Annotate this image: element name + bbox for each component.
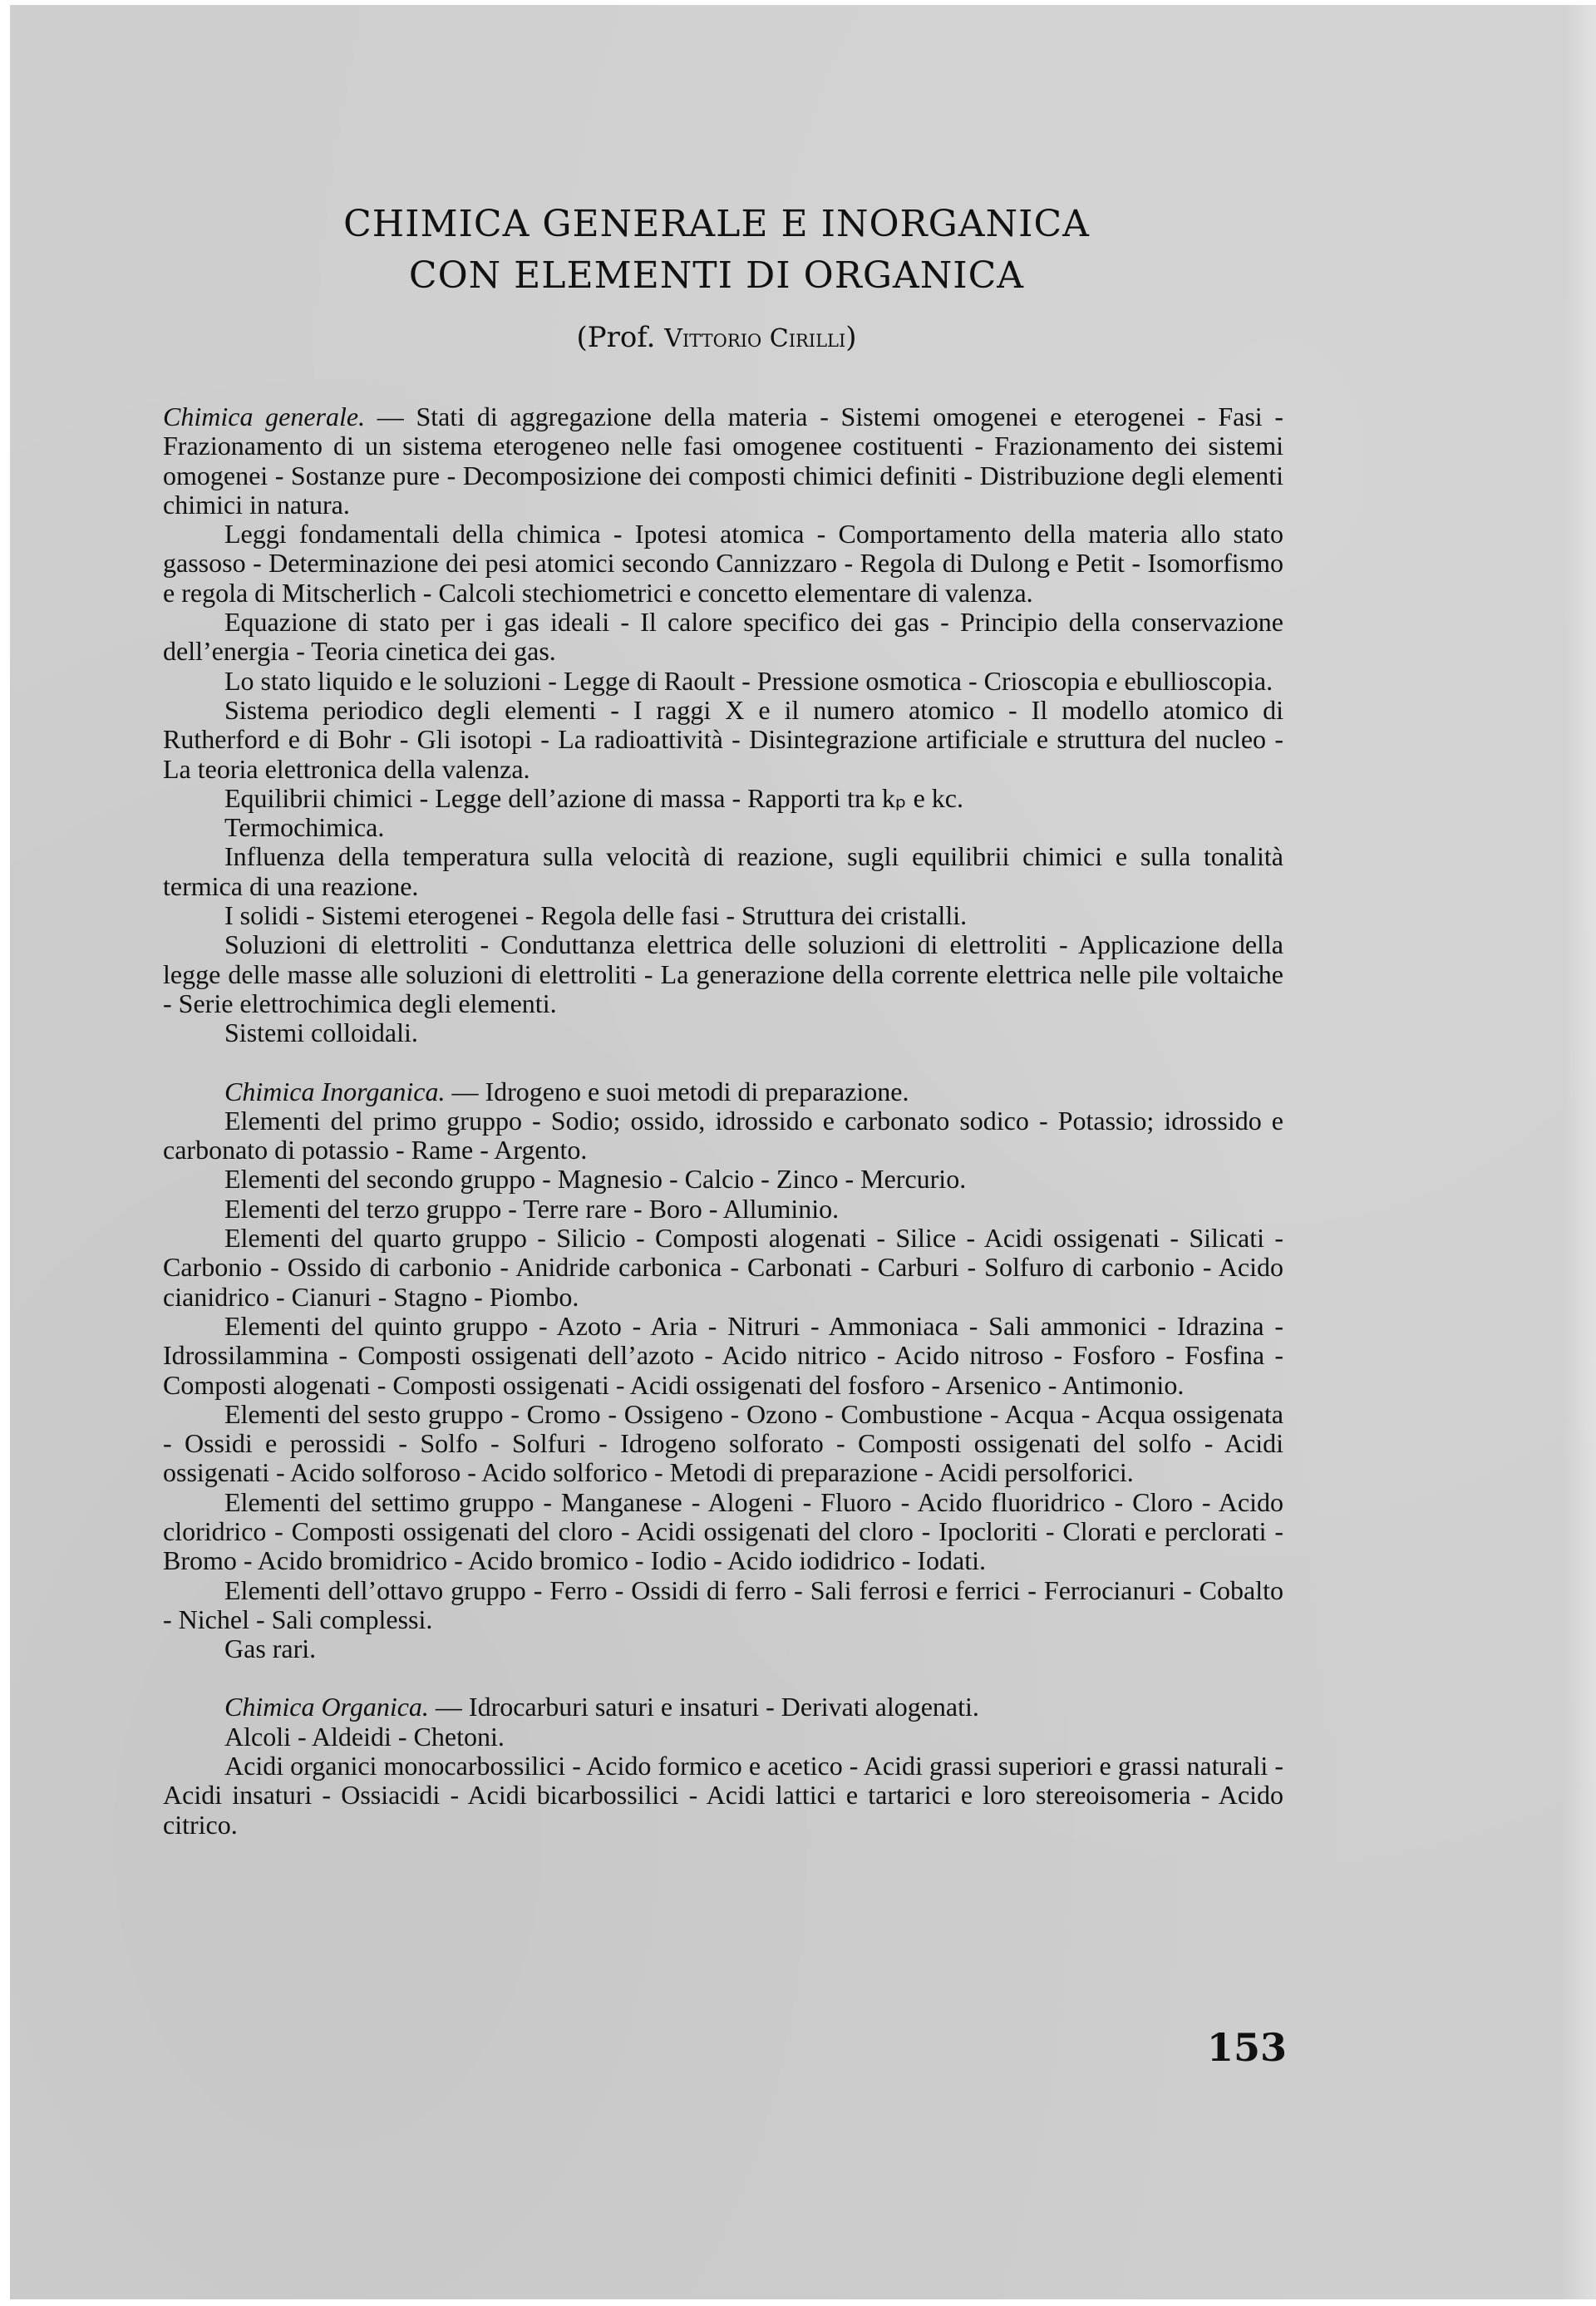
paragraph: Leggi fondamentali della chimica - Ipotesi atomica - Comportamento della materia allo stato gassoso - Determinazione dei pesi atomici secondo Cannizzaro - Regola di Dulong e Petit - Isomorfismo e regola di Mitscherlich - Calcoli stechiometrici e concetto elementare di valenza. — [163, 519, 1283, 608]
paragraph: Influenza della temperatura sulla velocità di reazione, sugli equilibrii chimici e sulla tonalità termica di una reazione. — [163, 841, 1283, 901]
paragraph: Gas rari. — [224, 1633, 317, 1664]
paragraph: Equilibrii chimici - Legge dell’azione di massa - Rapporti tra kₚ e kc. — [224, 782, 963, 813]
generale-intro-text: — Stati di aggregazione della materia - Sistemi omogenei e eterogenei - Fasi - Frazionamento di un sistema eterogeneo nelle fasi omogenee costituenti - Frazionamento dei sistemi omogenei - Sostanze pure - Decomposizione dei composti chimici definiti - Distribuzione degli elementi chimici in natura. — [163, 402, 1284, 520]
paragraph: Lo stato liquido e le soluzioni - Legge di Raoult - Pressione osmotica - Crioscopia e ebullioscopia. — [224, 665, 1273, 696]
paragraph: Equazione di stato per i gas ideali - Il calore specifico dei gas - Principio della conservazione dell’energia - Teoria cinetica dei gas. — [163, 607, 1283, 667]
organica-intro-text: — Idrocarburi saturi e insaturi - Derivati alogenati. — [435, 1692, 979, 1722]
inorganica-intro-paragraph — [163, 1077, 1283, 1106]
paper-edge-shading — [1563, 5, 1596, 2299]
syllabus-body — [163, 402, 1283, 1840]
author-prefix: (Prof. — [576, 321, 656, 354]
author-name: Vittorio Cirilli — [664, 324, 846, 353]
organica-intro-paragraph — [163, 1693, 1283, 1722]
paragraph: Acidi organici monocarbossilici - Acido formico e acetico - Acidi grassi superiori e grassi naturali - Acidi insaturi - Ossiacidi - Acidi bicarbossilici - Acidi lattici e tartarici e loro stereoisomeria - Acido citrico. — [163, 1751, 1283, 1840]
author-suffix: ) — [845, 321, 857, 354]
paper-sheet — [10, 5, 1596, 2299]
paragraph: Termochimica. — [224, 812, 385, 843]
page-number: 153 — [1207, 2025, 1288, 2070]
paragraph: Elementi del settimo gruppo - Manganese - Alogeni - Fluoro - Acido fluoridrico - Cloro - Acido cloridrico - Composti ossigenati del cloro - Acidi ossigenati del cloro - Ipocloriti - Clorati e perclorati - Bromo - Acido bromidrico - Acido bromico - Iodio - Acido iodidrico - Iodati. — [163, 1486, 1283, 1576]
generale-intro-paragraph — [163, 402, 1283, 520]
paragraph: Soluzioni di elettroliti - Conduttanza elettrica delle soluzioni di elettroliti - Applicazione della legge delle masse alle soluzioni di elettroliti - La generazione della corrente elettrica nelle pile voltaiche - Serie elettrochimica degli elementi. — [163, 929, 1283, 1018]
section-label-generale: Chimica generale. — [163, 402, 366, 431]
paragraph: Elementi del quarto gruppo - Silicio - Composti alogenati - Silice - Acidi ossigenati - Silicati - Carbonio - Ossido di carbonio - Anidride carbonica - Carbonati - Carburi - Solfuro di carbonio - Acido cianidrico - Cianuri - Stagno - Piombo. — [163, 1223, 1283, 1312]
section-label-inorganica: Chimica Inorganica. — [224, 1076, 446, 1106]
paragraph: I solidi - Sistemi eterogenei - Regola delle fasi - Struttura dei cristalli. — [224, 900, 968, 931]
paragraph: Elementi del terzo gruppo - Terre rare - Boro - Alluminio. — [224, 1193, 840, 1224]
paragraph: Sistemi colloidali. — [224, 1017, 418, 1048]
paragraph: Elementi del quinto gruppo - Azoto - Aria - Nitruri - Ammoniaca - Sali ammonici - Idrazina - Idrossilammina - Composti ossigenati dell’azoto - Acido nitrico - Acido nitroso - Fosforo - Fosfina - Composti alogenati - Composti ossigenati - Acidi ossigenati del fosforo - Arsenico - Antimonio. — [163, 1310, 1283, 1400]
paragraph: Alcoli - Aldeidi - Chetoni. — [224, 1721, 505, 1752]
paragraph: Sistema periodico degli elementi - I raggi X e il numero atomico - Il modello atomico di Rutherford e di Bohr - Gli isotopi - La radioattività - Disintegrazione artificiale e struttura del nucleo - La teoria elettronica della valenza. — [163, 694, 1283, 784]
document-title-line-2: CON ELEMENTI DI ORGANICA — [408, 254, 1025, 297]
paragraph: Elementi del secondo gruppo - Magnesio - Calcio - Zinco - Mercurio. — [224, 1164, 967, 1195]
paragraph: Elementi del primo gruppo - Sodio; ossido, idrossido e carbonato sodico - Potassio; idrossido e carbonato di potassio - Rame - Argento. — [163, 1105, 1283, 1165]
paragraph: Elementi del sesto gruppo - Cromo - Ossigeno - Ozono - Combustione - Acqua - Acqua ossigenata - Ossidi e perossidi - Solfo - Solfuri - Idrogeno solforato - Composti ossigenati del solfo - Acidi ossigenati - Acido solforoso - Acido solforico - Metodi di preparazione - Acidi persolforici. — [163, 1398, 1283, 1488]
paragraph: Elementi dell’ottavo gruppo - Ferro - Ossidi di ferro - Sali ferrosi e ferrici - Ferrocianuri - Cobalto - Nichel - Sali complessi. — [163, 1574, 1283, 1634]
inorganica-intro-text: — Idrogeno e suoi metodi di preparazione. — [451, 1076, 909, 1106]
section-label-organica: Chimica Organica. — [224, 1692, 429, 1722]
document-title-line-1: CHIMICA GENERALE E INORGANICA — [343, 203, 1090, 245]
author-line — [10, 321, 1423, 354]
